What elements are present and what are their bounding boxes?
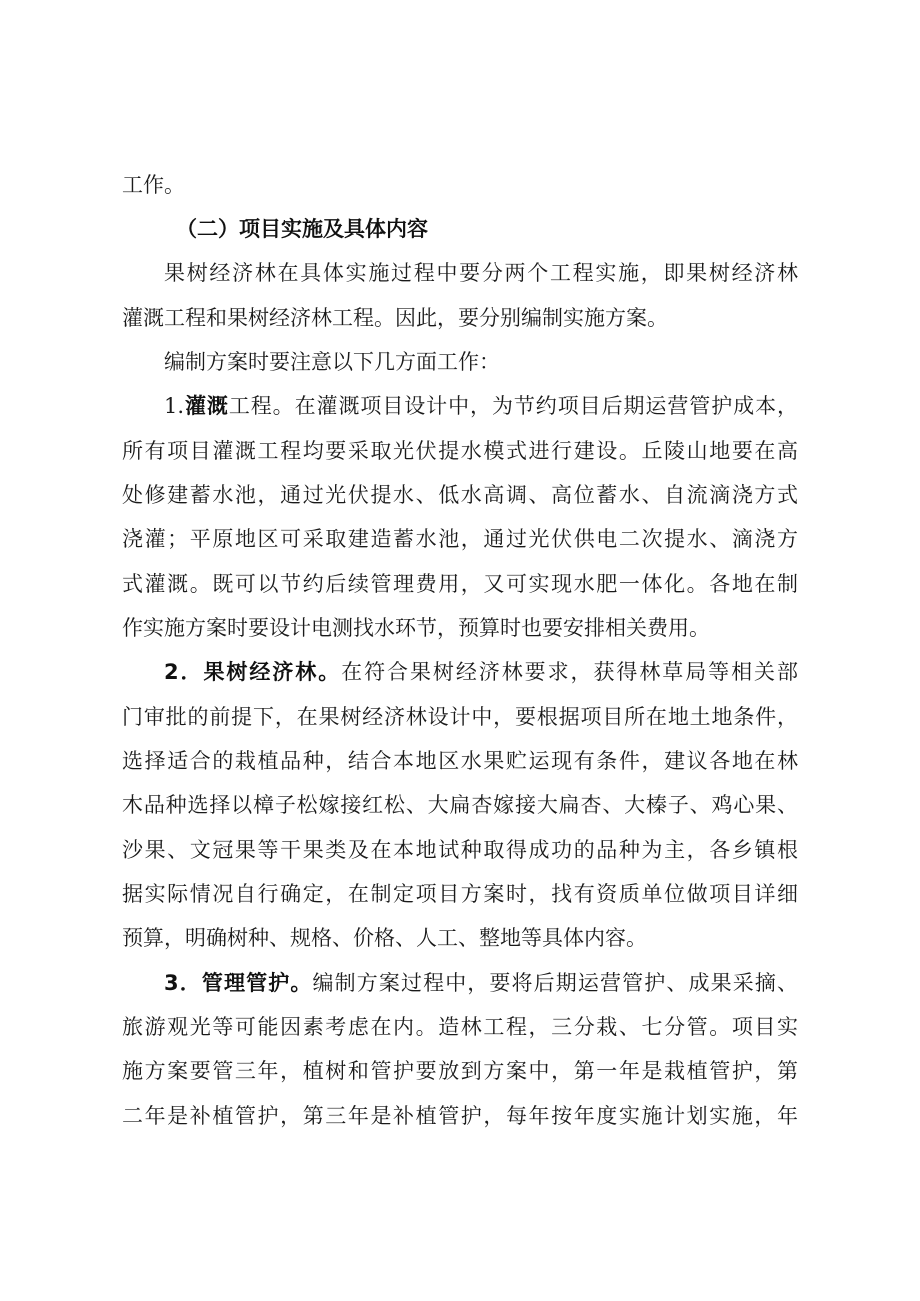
paragraph-line: 作实施方案时要设计电测找水环节，预算时也要安排相关费用。 <box>122 616 710 640</box>
numbered-item-1: 1.灌溉工程。在灌溉项目设计中，为节约项目后期运营管护成本， <box>164 394 798 418</box>
paragraph-line: 灌溉工程和果树经济林工程。因此，要分别编制实施方案。 <box>122 306 668 330</box>
paragraph-line: 门审批的前提下，在果树经济林设计中，要根据项目所在地土地条件， <box>122 705 798 729</box>
paragraph-line: 果树经济林在具体实施过程中要分两个工程实施，即果树经济林 <box>164 261 798 285</box>
paragraph-line: 工作。 <box>122 173 185 197</box>
item-term: 灌溉 <box>184 394 229 418</box>
paragraph-line: 浇灌；平原地区可采取建造蓄水池，通过光伏供电二次提水、滴浇方 <box>122 527 798 551</box>
numbered-item-2: 2．果树经济林。在符合果树经济林要求，获得林草局等相关部 <box>164 660 798 684</box>
paragraph-line: 旅游观光等可能因素考虑在内。造林工程，三分栽、七分管。项目实 <box>122 1015 798 1039</box>
section-heading: （二）项目实施及具体内容 <box>176 217 428 241</box>
paragraph-line: 式灌溉。既可以节约后续管理费用，又可实现水肥一体化。各地在制 <box>122 572 798 596</box>
paragraph-line: 据实际情况自行确定，在制定项目方案时，找有资质单位做项目详细 <box>122 882 798 906</box>
item-term: 3．管理管护。 <box>164 971 313 995</box>
paragraph-line: 沙果、文冠果等干果类及在本地试种取得成功的品种为主，各乡镇根 <box>122 838 798 862</box>
paragraph-line: 所有项目灌溉工程均要采取光伏提水模式进行建设。丘陵山地要在高 <box>122 439 798 463</box>
paragraph-line: 木品种选择以樟子松嫁接红松、大扁杏嫁接大扁杏、大榛子、鸡心果、 <box>122 793 798 817</box>
numbered-item-3: 3．管理管护。编制方案过程中，要将后期运营管护、成果采摘、 <box>164 971 798 995</box>
paragraph-line: 选择适合的栽植品种，结合本地区水果贮运现有条件，建议各地在林 <box>122 749 798 773</box>
paragraph-line: 处修建蓄水池，通过光伏提水、低水高调、高位蓄水、自流滴浇方式 <box>122 483 798 507</box>
paragraph-line: 二年是补植管护，第三年是补植管护，每年按年度实施计划实施，年 <box>122 1104 798 1128</box>
paragraph-line: 施方案要管三年，植树和管护要放到方案中，第一年是栽植管护，第 <box>122 1059 798 1083</box>
paragraph-line: 编制方案时要注意以下几方面工作： <box>164 350 500 374</box>
paragraph-line: 预算，明确树种、规格、价格、人工、整地等具体内容。 <box>122 926 647 950</box>
item-term: 2．果树经济林。 <box>164 660 342 684</box>
